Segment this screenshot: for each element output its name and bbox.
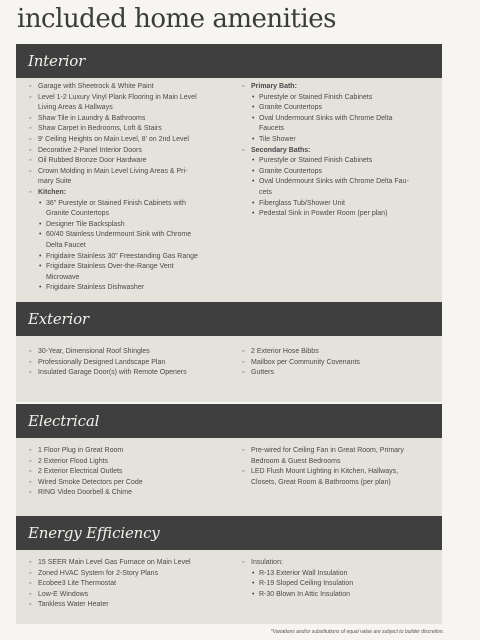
list-item: ◦ Shaw Carpet in Bedrooms, Loft & Stairs (29, 124, 244, 135)
list-heading: ◦ Primary Bath: (242, 82, 440, 93)
exterior-right-column (242, 347, 440, 379)
list-item: ◦ Gutters (242, 368, 440, 379)
list-item: ◦ 9' Ceiling Heights on Main Level, 8' on 2nd Level (29, 135, 244, 146)
interior-heading: Interior (16, 44, 442, 78)
electrical-left-column (29, 446, 239, 499)
list-item: ◦ Shaw Tile in Laundry & Bathrooms (29, 114, 244, 125)
list-item: • Purestyle or Stained Finish Cabinets (242, 156, 440, 167)
list-item: ◦ Low-E Windows (29, 590, 239, 601)
list-item: ◦ 2 Exterior Flood Lights (29, 457, 239, 468)
list-item: ◦ Oil Rubbed Bronze Door Hardware (29, 156, 244, 167)
list-heading: ◦ Secondary Baths: (242, 146, 440, 157)
list-item: Bedroom & Guest Bedrooms (251, 457, 341, 465)
list-item: cets (259, 188, 272, 196)
exterior-heading: Exterior (16, 302, 442, 336)
list-item: • Granite Countertops (242, 103, 440, 114)
exterior-left-column (29, 347, 239, 379)
energy-left-column (29, 558, 239, 611)
list-item: Granite Countertops (46, 210, 110, 218)
energy-heading: Energy Efficiency (16, 516, 442, 550)
list-item: ◦ Insulation: (242, 558, 440, 569)
footnote: *Variations and/or substitutions of equal value are subject to builder discretion. (270, 629, 444, 635)
energy-body (16, 550, 442, 624)
interior-body (16, 78, 442, 302)
exterior-body (16, 336, 442, 402)
interior-section (16, 44, 442, 302)
list-item: mary Suite (38, 178, 72, 186)
list-item: ◦ Garage with Sheetrock & White Paint (29, 82, 244, 93)
list-item: ◦ Insulated Garage Door(s) with Remote Openers (29, 368, 239, 379)
list-heading: ◦ Kitchen: (29, 188, 244, 199)
list-item: • Frigidaire Stainless Dishwasher (29, 283, 244, 294)
list-item: ◦ Professionally Designed Landscape Plan (29, 358, 239, 369)
list-item: • Granite Countertops (242, 167, 440, 178)
list-item: • Oval Undermount Sinks with Chrome Delta Fau- (242, 177, 440, 188)
list-item: ◦ 2 Exterior Hose Bibbs (242, 347, 440, 358)
list-item: Delta Faucet (46, 241, 86, 249)
list-item: ◦ Mailbox per Community Covenants (242, 358, 440, 369)
list-item: • Pedestal Sink in Powder Room (per plan) (242, 209, 440, 220)
list-item: • 36" Purestyle or Stained Finish Cabinets with (29, 199, 244, 210)
list-item: ◦ 15 SEER Main Level Gas Furnace on Main Level (29, 558, 239, 569)
energy-section (16, 516, 442, 624)
list-item: Living Areas & Hallways (38, 104, 113, 112)
list-item: Closets, Great Room & Bathrooms (per plan) (251, 478, 391, 486)
list-item: • Designer Tile Backsplash (29, 220, 244, 231)
list-item: ◦ RING Video Doorbell & Chime (29, 488, 239, 499)
list-item: ◦ Pre-wired for Ceiling Fan in Great Room, Primary (242, 446, 440, 457)
list-item: ◦ 2 Exterior Electrical Outlets (29, 467, 239, 478)
electrical-right-column (242, 446, 440, 488)
list-item: • Frigidaire Stainless Over-the-Range Vent (29, 262, 244, 273)
list-item: • 60/40 Stainless Undermount Sink with Chrome (29, 230, 244, 241)
list-item: • Frigidaire Stainless 30" Freestanding Gas Range (29, 252, 244, 263)
list-item: ◦ Decorative 2-Panel Interior Doors (29, 146, 244, 157)
list-item: ◦ Ecobee3 Lite Thermostat (29, 579, 239, 590)
list-item: ◦ Level 1-2 Luxury Vinyl Plank Flooring in Main Level (29, 93, 244, 104)
list-item: ◦ Tankless Water Heater (29, 600, 239, 611)
electrical-body (16, 438, 442, 516)
list-item: • R-30 Blown In Attic Insulation (242, 590, 440, 601)
list-item: • R-13 Exterior Wall Insulation (242, 569, 440, 580)
list-item: ◦ Crown Molding in Main Level Living Areas & Pri- (29, 167, 244, 178)
list-item: • Oval Undermount Sinks with Chrome Delta (242, 114, 440, 125)
electrical-heading: Electrical (16, 404, 442, 438)
list-item: ◦ Zoned HVAC System for 2-Story Plans (29, 569, 239, 580)
list-item: • Fiberglass Tub/Shower Unit (242, 199, 440, 210)
list-item: ◦ LED Flush Mount Lighting in Kitchen, Hallways, (242, 467, 440, 478)
exterior-section (16, 302, 442, 402)
list-item: • Purestyle or Stained Finish Cabinets (242, 93, 440, 104)
list-item: ◦ Wired Smoke Detectors per Code (29, 478, 239, 489)
list-item: ◦ 30-Year, Dimensional Roof Shingles (29, 347, 239, 358)
list-item: Faucets (259, 125, 284, 133)
list-item: • R-19 Sloped Ceiling Insulation (242, 579, 440, 590)
list-item: • Tile Shower (242, 135, 440, 146)
list-item: ◦ 1 Floor Plug in Great Room (29, 446, 239, 457)
interior-left-column (29, 82, 244, 294)
interior-right-column (242, 82, 440, 220)
page-title: included home amenities (17, 4, 336, 34)
energy-right-column (242, 558, 440, 600)
electrical-section (16, 404, 442, 516)
list-item: Microwave (46, 273, 80, 281)
